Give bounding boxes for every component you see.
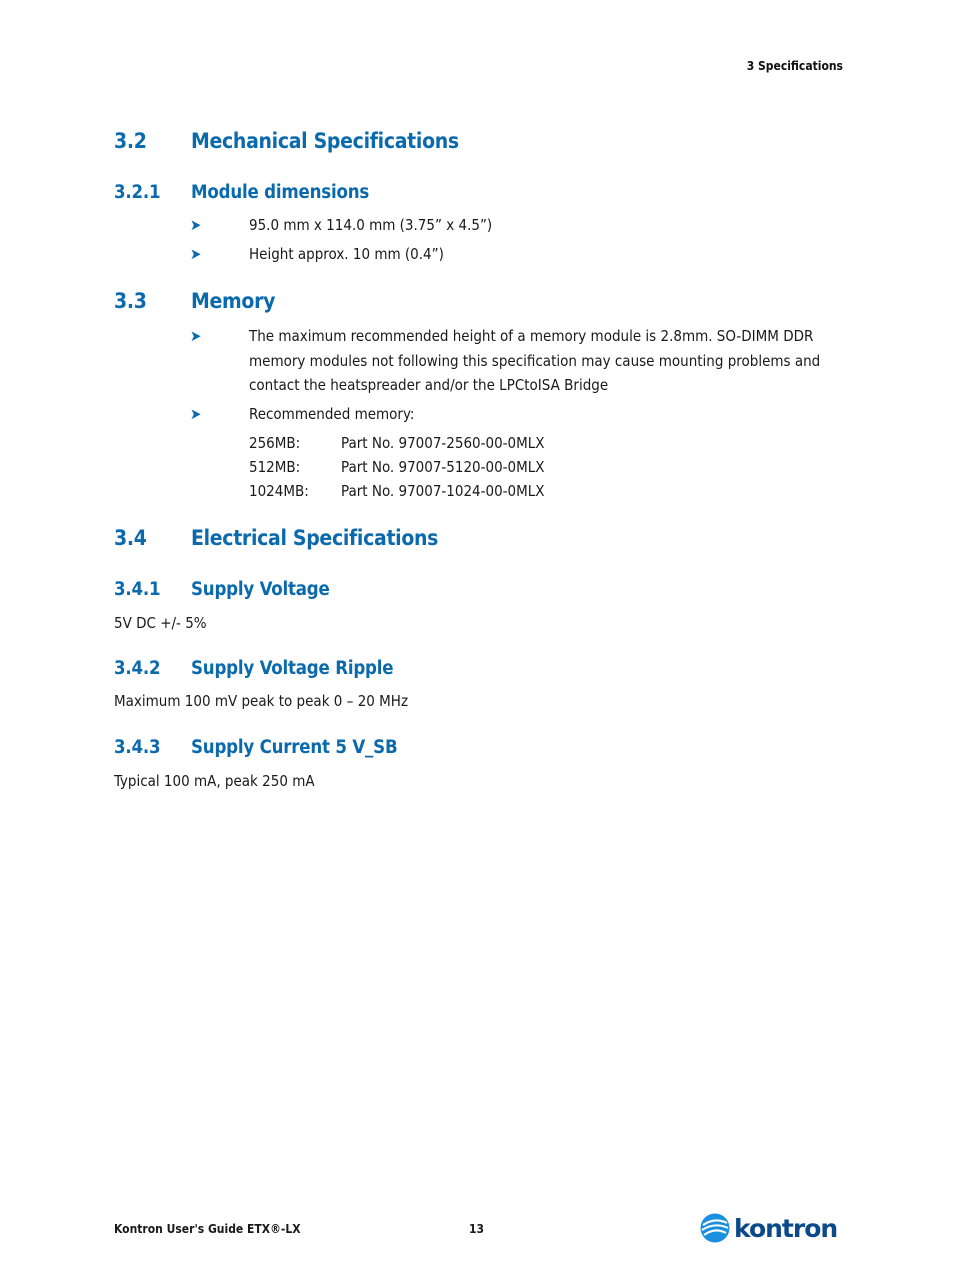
footer-guide-title: Kontron User's Guide ETX®-LX (114, 1222, 301, 1236)
arrowhead-bullet-icon: ➤ (190, 405, 202, 423)
body-paragraph: Maximum 100 mV peak to peak 0 – 20 MHz (114, 692, 409, 710)
section-number: 3.4 (114, 526, 147, 550)
section-number: 3.2.1 (114, 182, 161, 203)
section-number: 3.4.1 (114, 579, 161, 600)
bullet-text: Recommended memory: (249, 405, 415, 423)
memory-part-number: Part No. 97007-1024-00-0MLX (341, 482, 545, 500)
section-heading-3-4 (114, 526, 814, 552)
section-heading-3-3 (114, 289, 814, 315)
section-heading-3-2 (114, 129, 814, 155)
arrowhead-bullet-icon: ➤ (190, 216, 202, 234)
subsection-heading-3-4-1 (114, 579, 814, 605)
memory-size: 1024MB: (249, 482, 309, 500)
kontron-logo-icon (700, 1213, 730, 1243)
running-header: 3 Specifications (746, 59, 843, 73)
section-number: 3.3 (114, 289, 147, 313)
subsection-heading-3-4-2 (114, 658, 814, 684)
kontron-logo (700, 1213, 837, 1243)
section-title: Memory (191, 289, 276, 313)
section-number: 3.4.3 (114, 737, 161, 758)
arrowhead-bullet-icon: ➤ (190, 327, 202, 345)
arrowhead-bullet-icon: ➤ (190, 245, 202, 263)
memory-row (249, 458, 545, 476)
memory-row (249, 482, 545, 500)
bullet-text: 95.0 mm x 114.0 mm (3.75” x 4.5”) (249, 216, 493, 234)
section-title: Module dimensions (191, 182, 370, 203)
bullet-text: Height approx. 10 mm (0.4”) (249, 245, 444, 263)
bullet-item (0, 213, 954, 243)
body-paragraph: 5V DC +/- 5% (114, 614, 207, 632)
paragraph-line: memory modules not following this specification may cause mounting problems and (249, 351, 821, 370)
subsection-heading-3-4-3 (114, 737, 814, 763)
page-number: 13 (469, 1222, 485, 1236)
memory-size: 256MB: (249, 434, 301, 452)
logo-text: kontron (734, 1213, 838, 1243)
body-paragraph: Typical 100 mA, peak 250 mA (114, 772, 315, 790)
section-title: Supply Current 5 V_SB (191, 737, 398, 758)
section-title: Electrical Specifications (191, 526, 439, 550)
section-number: 3.2 (114, 129, 147, 153)
section-title: Supply Voltage (191, 579, 330, 600)
bullet-item (0, 402, 954, 432)
section-title: Supply Voltage Ripple (191, 658, 394, 679)
memory-part-number: Part No. 97007-2560-00-0MLX (341, 434, 545, 452)
memory-row (249, 434, 545, 452)
section-number: 3.4.2 (114, 658, 161, 679)
memory-size: 512MB: (249, 458, 301, 476)
paragraph-line: The maximum recommended height of a memory module is 2.8mm. SO-DIMM DDR (249, 327, 814, 345)
bullet-item (0, 242, 954, 272)
bullet-paragraph (249, 324, 849, 398)
memory-part-number: Part No. 97007-5120-00-0MLX (341, 458, 545, 476)
paragraph-line: contact the heatspreader and/or the LPCtoISA Bridge (249, 376, 609, 394)
bullet-item (0, 324, 954, 404)
section-title: Mechanical Specifications (191, 129, 459, 153)
subsection-heading-3-2-1 (114, 182, 814, 208)
